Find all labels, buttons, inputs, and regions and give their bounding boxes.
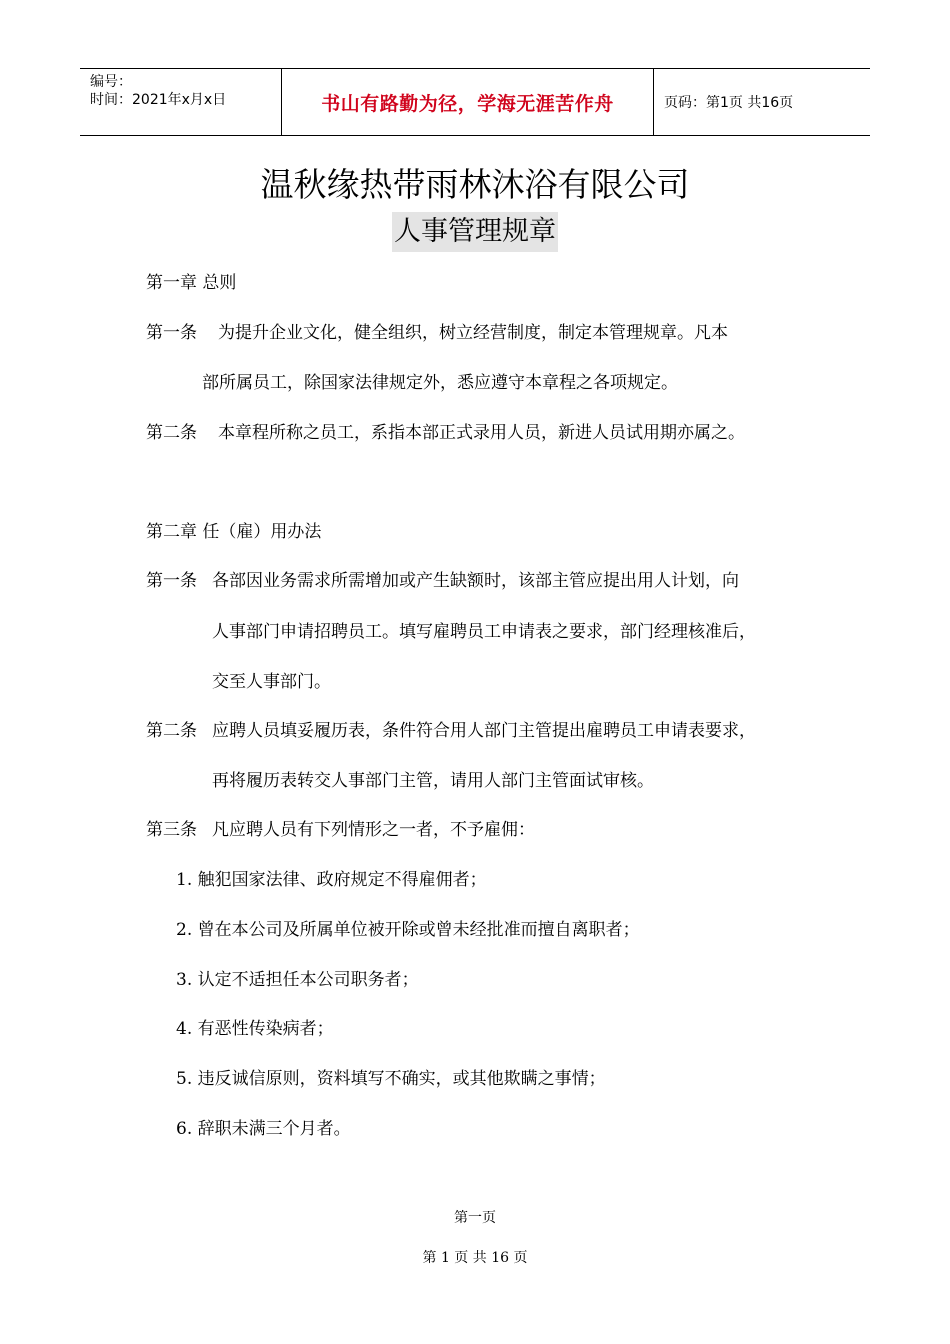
article-label: 第三条 bbox=[146, 820, 197, 840]
article-label: 第二条 bbox=[146, 423, 197, 443]
article-text: 应聘人员填妥履历表，条件符合用人部门主管提出雇聘员工申请表要求， bbox=[212, 721, 756, 741]
motto-text: 书山有路勤为径，学海无涯苦作舟 bbox=[321, 92, 614, 115]
time-label: 时间：2021年x月x日 bbox=[90, 92, 227, 108]
list-item: 5. 违反诚信原则，资料填写不确实，或其他欺瞒之事情； bbox=[176, 1069, 606, 1089]
chapter1-heading: 第一章 总则 bbox=[146, 273, 237, 293]
chapter1-article1-line2: 部所属员工，除国家法律规定外，悉应遵守本章程之各项规定。 bbox=[202, 373, 678, 393]
page-info: 页码：第1页 共16页 bbox=[664, 95, 794, 111]
chapter1-article1-line1 bbox=[146, 321, 728, 345]
list-item: 2. 曾在本公司及所属单位被开除或曾未经批准而擅自离职者； bbox=[176, 920, 640, 940]
document-header bbox=[80, 68, 870, 136]
article-text: 为提升企业文化，健全组织，树立经营制度，制定本管理规章。凡本 bbox=[218, 323, 728, 343]
document-title: 温秋缘热带雨林沐浴有限公司 bbox=[260, 165, 690, 204]
article-label: 第一条 bbox=[146, 571, 197, 591]
article-text: 本章程所称之员工，系指本部正式录用人员，新进人员试用期亦属之。 bbox=[218, 423, 745, 443]
chapter2-article3-line1 bbox=[146, 818, 535, 842]
chapter2-article1-line2: 人事部门申请招聘员工。填写雇聘员工申请表之要求，部门经理核准后， bbox=[212, 622, 756, 642]
list-item: 3. 认定不适担任本公司职务者； bbox=[176, 970, 419, 990]
list-item: 1. 触犯国家法律、政府规定不得雇佣者； bbox=[176, 870, 487, 890]
header-meta-cell bbox=[80, 69, 281, 135]
chapter1-article2-line1 bbox=[146, 421, 745, 445]
article-text: 各部因业务需求所需增加或产生缺额时，该部主管应提出用人计划，向 bbox=[212, 571, 739, 591]
article-label: 第一条 bbox=[146, 323, 197, 343]
header-page-cell bbox=[654, 69, 870, 135]
header-motto-cell bbox=[281, 69, 654, 135]
chapter2-article2-line1 bbox=[146, 719, 756, 743]
subtitle-wrap bbox=[0, 212, 950, 252]
chapter2-heading: 第二章 任（雇）用办法 bbox=[146, 522, 322, 542]
document-subtitle: 人事管理规章 bbox=[392, 212, 558, 252]
article-text: 凡应聘人员有下列情形之一者，不予雇佣： bbox=[212, 820, 535, 840]
chapter2-article2-line2: 再将履历表转交人事部门主管，请用人部门主管面试审核。 bbox=[212, 771, 654, 791]
list-item: 6. 辞职未满三个月者。 bbox=[176, 1119, 351, 1139]
chapter2-article1-line1 bbox=[146, 569, 739, 593]
list-item: 4. 有恶性传染病者； bbox=[176, 1019, 334, 1039]
footer-page-label: 第一页 bbox=[454, 1210, 496, 1226]
chapter2-article1-line3: 交至人事部门。 bbox=[212, 672, 331, 692]
footer-page-count: 第 1 页 共 16 页 bbox=[422, 1250, 528, 1266]
article-label: 第二条 bbox=[146, 721, 197, 741]
number-label: 编号： bbox=[90, 74, 132, 90]
